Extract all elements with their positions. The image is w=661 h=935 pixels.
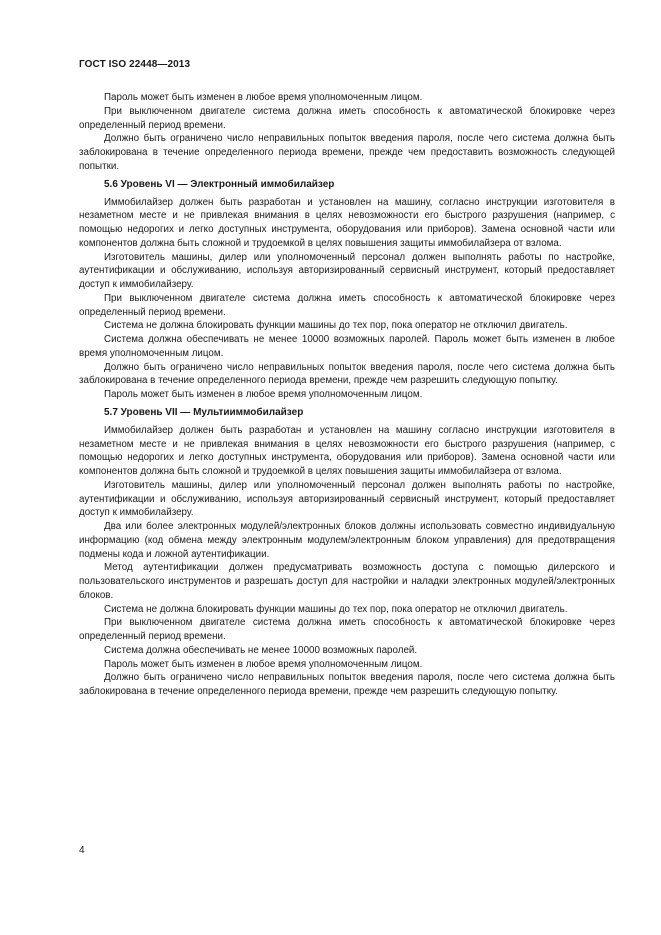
paragraph: Система должна обеспечивать не менее 10000 возможных паролей. Пароль может быть изменен в любое время уполномоченным лицом. [79,334,615,359]
paragraph: Пароль может быть изменен в любое время уполномоченным лицом. [104,658,423,670]
paragraph: Пароль может быть изменен в любое время уполномоченным лицом. [104,389,423,400]
document-header: ГОСТ ISO 22448—2013 [79,59,191,70]
section-heading-5-7: 5.7 Уровень VII — Мультииммобилайзер [104,406,304,418]
paragraph: Иммобилайзер должен быть разработан и установлен на машину согласно инструкции изготовителя в незаметном месте и не привлекая внимания в целях невозможности его быстрого разрушения (например, с помощью недорогих и легко доступных инструмента, оборудования или приборов). Замена основной части или компонентов должна быть сложной и трудоемкой в целях повышения защиты иммобилайзера от взлома. [79,424,615,477]
document-body [79,91,615,699]
paragraph: При выключенном двигателе система должна иметь способность к автоматической блокировке через определенный период времени. [79,617,615,642]
paragraph: Метод аутентификации должен предусматривать возможность доступа с помощью дилерского и пользовательского инструментов и разрешать доступ для настройки и наладки электронных модулей/электронных блоков. [79,562,615,601]
section-heading-5-6: 5.6 Уровень VI — Электронный иммобилайзер [104,178,335,190]
paragraph: Система должна обеспечивать не менее 10000 возможных паролей. [104,644,418,656]
paragraph: Пароль может быть изменен в любое время уполномоченным лицом. [104,92,423,103]
paragraph: Два или более электронных модулей/электронных блоков должны использовать совместно индивидуальную информацию (код обмена между электронным модулем/электронным блоком управления) для предотвращения подмены кода и ложной аутентификации. [79,521,615,560]
paragraph: Должно быть ограничено число неправильных попыток введения пароля, после чего система должна быть заблокирована в течение определенного периода времени, прежде чем разрешить следующую попытку. [79,361,615,387]
page-number: 4 [79,845,85,856]
paragraph: Иммобилайзер должен быть разработан и установлен на машину, согласно инструкции изготовителя в незаметном месте и не привлекая внимания в целях невозможности его быстрого разрушения (например, с помощью недорогих и легко доступных инструмента, оборудования или приборов). Замена основной части или компонентов должна быть сложной и трудоемкой в целях повышения защиты иммобилайзера от взлома. [79,196,615,249]
paragraph: При выключенном двигателе система должна иметь способность к автоматической блокировке через определенный период времени. [79,105,615,131]
paragraph: Должно быть ограничено число неправильных попыток введения пароля, после чего система должна быть заблокирована в течение определенного периода времени, прежде чем разрешить следующую попытку. [79,672,615,697]
paragraph: Система не должна блокировать функции машины до тех пор, пока оператор не отключил двигатель. [104,603,568,615]
paragraph: Изготовитель машины, дилер или уполномоченный персонал должен выполнять работы по настройке, аутентификации и обслуживанию, используя авторизированный сервисный инструмент, который предоставляет доступ к иммобилайзеру. [79,251,615,290]
paragraph: Изготовитель машины, дилер или уполномоченный персонал должен выполнять работы по настройке, аутентификации и обслуживанию, используя авторизированный сервисный инструмент, который предоставляет доступ к иммобилайзеру. [79,479,615,519]
paragraph: Должно быть ограничено число неправильных попыток введения пароля, после чего система должна быть заблокирована в течение определенного периода времени, прежде чем предоставить возможность следующей попытки. [79,133,615,172]
paragraph: При выключенном двигателе система должна иметь способность к автоматической блокировке через определенный период времени. [79,292,615,318]
paragraph: Система не должна блокировать функции машины до тех пор, пока оператор не отключил двигатель. [104,320,568,332]
